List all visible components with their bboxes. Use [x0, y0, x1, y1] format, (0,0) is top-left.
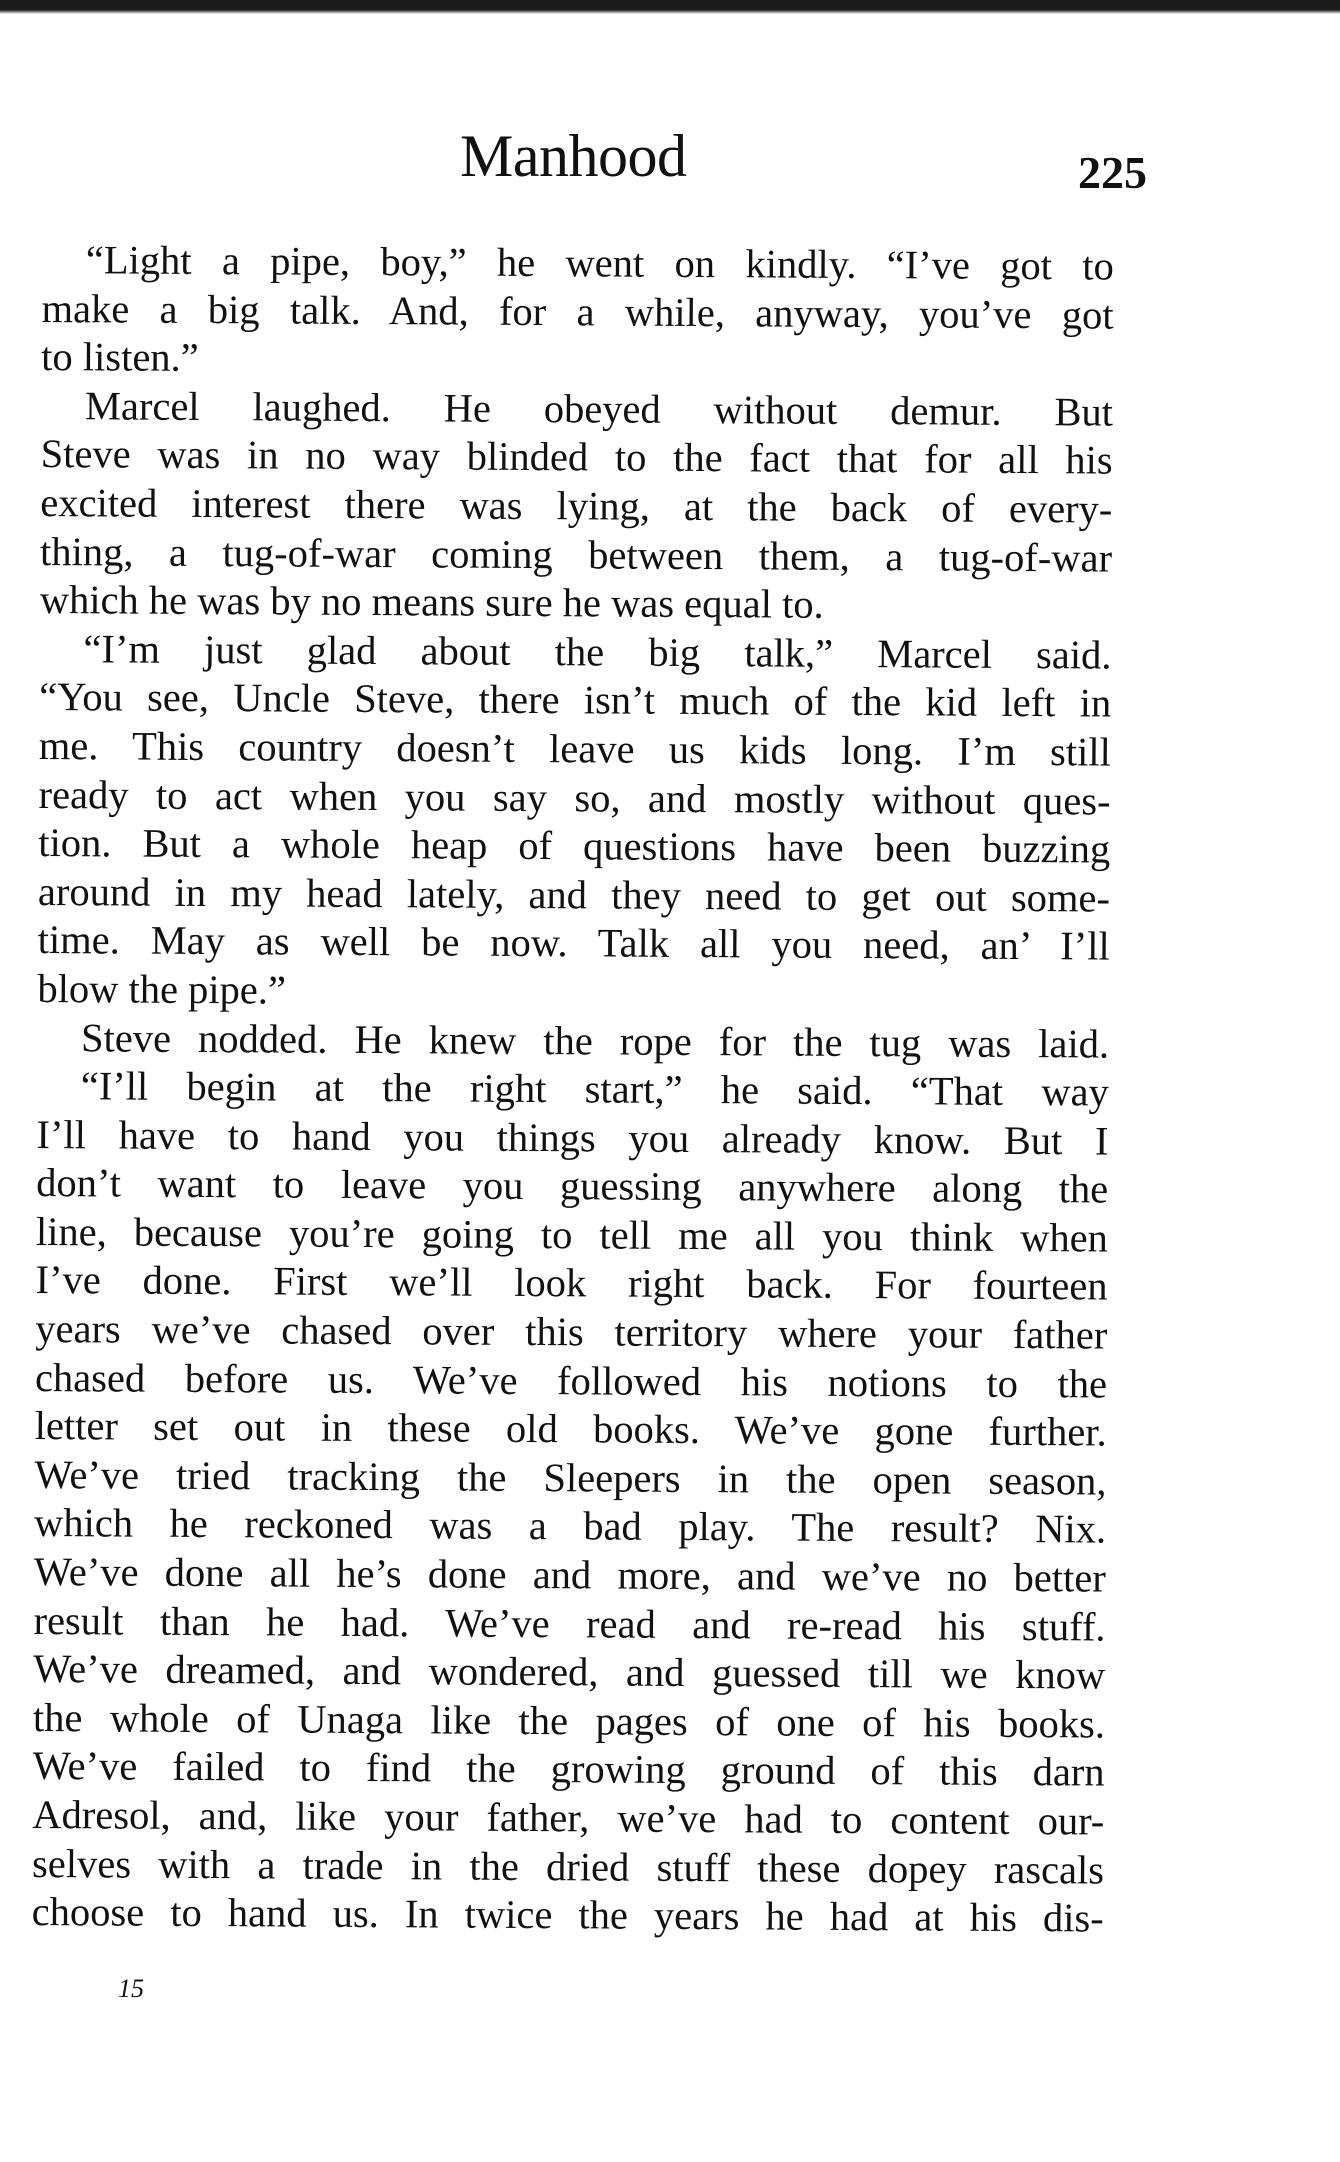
text-line: “You see, Uncle Steve, there isn’t much of the kid left in: [39, 674, 1112, 726]
text-line: line, because you’re going to tell me all you think when: [35, 1208, 1109, 1261]
text-line: time. May as well be now. Talk all you need, an’ I’ll: [37, 917, 1110, 969]
text-line: excited interest there was lying, at the back of every-: [40, 479, 1113, 532]
text-line: chased before us. We’ve followed his notions to the: [34, 1354, 1108, 1407]
text-line: Marcel laughed. He obeyed without demur. But: [84, 383, 1114, 435]
text-line: “I’ll begin at the right start,” he said. “That way: [80, 1063, 1109, 1115]
text-line: make a big talk. And, for a while, anyway, you’ve got: [41, 285, 1114, 338]
text-line: which he reckoned was a bad play. The result? Nix.: [34, 1500, 1107, 1552]
text-line: I’ll have to hand you things you already know. But I: [36, 1111, 1109, 1164]
text-line: We’ve failed to find the growing ground of this darn: [32, 1743, 1105, 1795]
text-line: We’ve done all he’s done and more, and we’ve no better: [33, 1549, 1106, 1601]
body-text: [32, 236, 1114, 1943]
text-line: I’ve done. First we’ll look right back. For fourteen: [35, 1257, 1108, 1309]
text-line: letter set out in these old books. We’ve gone further.: [34, 1403, 1107, 1455]
text-line: to listen.”: [41, 334, 199, 381]
text-line: thing, a tug-of-war coming between them, a tug-of-war: [39, 528, 1113, 581]
text-line: the whole of Unaga like the pages of one of his books.: [32, 1694, 1106, 1747]
text-line: don’t want to leave you guessing anywhere along the: [36, 1160, 1109, 1212]
text-line: result than he had. We’ve read and re-read his stuff.: [33, 1597, 1106, 1650]
running-head: Manhood: [460, 123, 687, 189]
page-top-edge: [0, 0, 1340, 14]
text-line: “Light a pipe, boy,” he went on kindly. “I’ve got to: [85, 237, 1114, 289]
text-line: me. This country doesn’t leave us kids long. I’m still: [38, 722, 1112, 775]
text-line: choose to hand us. In twice the years he had at his dis-: [31, 1889, 1104, 1941]
text-line: blow the pipe.”: [37, 965, 287, 1013]
text-line: years we’ve chased over this territory where your father: [35, 1306, 1108, 1358]
text-line: “I’m just glad about the big talk,” Marcel said.: [83, 626, 1112, 678]
page-number: 225: [1078, 147, 1147, 198]
text-line: We’ve dreamed, and wondered, and guessed till we know: [33, 1646, 1106, 1698]
text-line: We’ve tried tracking the Sleepers in the open season,: [34, 1451, 1107, 1504]
signature-mark: 15: [118, 1974, 144, 2003]
text-line: selves with a trade in the dried stuff these dopey rascals: [31, 1840, 1105, 1893]
text-line: Adresol, and, like your father, we’ve had to content our-: [32, 1791, 1105, 1844]
text-line: around in my head lately, and they need to get out some-: [37, 868, 1111, 921]
text-line: ready to act when you say so, and mostly without ques-: [38, 771, 1111, 824]
text-line: tion. But a whole heap of questions have been buzzing: [38, 820, 1111, 872]
text-line: Steve nodded. He knew the rope for the tug was laid.: [80, 1014, 1110, 1067]
text-line: which he was by no means sure he was equal to.: [39, 577, 824, 627]
text-line: Steve was in no way blinded to the fact that for all his: [40, 431, 1113, 483]
